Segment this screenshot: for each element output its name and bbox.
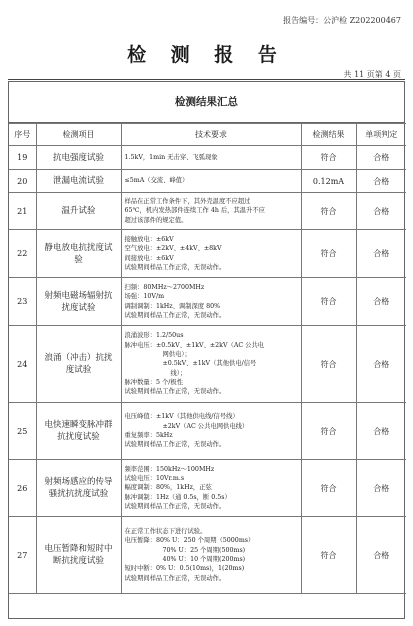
requirement-line: 试验期间样品工作正常，无误动作。 <box>124 311 226 319</box>
requirement-line: 浪涌波形：1.2/50us <box>124 332 184 340</box>
table-row <box>9 146 406 170</box>
requirement-line: 样品在正常工作条件下，其外壳温度不应超过 <box>124 198 251 206</box>
row-requirement <box>121 146 301 170</box>
requirement-line: 试验期间样品工作正常，无误动作。 <box>124 502 226 510</box>
row-verdict: 合格 <box>356 278 406 326</box>
requirement-line: 间接放电：±6kV <box>124 254 174 262</box>
requirement-line: 脉冲数量：5 个/极性 <box>124 378 184 386</box>
row-no: 26 <box>9 460 36 517</box>
requirement-line: 试验期间样品工作正常，无误动作。 <box>124 574 226 582</box>
row-verdict: 合格 <box>356 170 406 193</box>
col-header-no: 序号 <box>9 124 36 146</box>
table-row <box>9 193 406 230</box>
row-result: 符合 <box>301 146 356 170</box>
row-result: 符合 <box>301 403 356 460</box>
table-row <box>9 278 406 326</box>
requirement-line: ±0.5kV、±1kV（其他供电/信号 <box>162 360 257 368</box>
document-title: 检 测 报 告 <box>127 44 286 66</box>
row-requirement <box>121 403 301 460</box>
report-number: 报告编号：公沪检 Z202200467 <box>283 16 401 25</box>
table-row <box>9 460 406 517</box>
requirement-line: 70% U：25 个周期(500ms) <box>162 546 246 554</box>
row-requirement <box>121 193 301 230</box>
row-result: 符合 <box>301 326 356 403</box>
requirement-line: 幅度调制：80%，1kHz，正弦 <box>124 484 212 492</box>
requirement-line: 在正常工作状态下进行试验。 <box>124 528 207 536</box>
results-table <box>9 123 406 594</box>
requirement-line: 场强：10V/m <box>124 293 165 301</box>
requirement-line: 电压峰值：±1kV（其他供电线/信号线） <box>124 413 239 421</box>
requirement-line: 试验期间样品工作正常，无误动作。 <box>124 388 226 396</box>
table-row <box>9 403 406 460</box>
row-requirement <box>121 230 301 278</box>
header-divider <box>8 79 405 80</box>
requirement-line: 试验电压：10Vr.m.s <box>124 475 185 483</box>
row-item: 射频场感应的传导骚扰抗扰度试验 <box>36 460 121 517</box>
requirement-line: ±2kV（AC 公共电网供电线） <box>162 422 249 430</box>
requirement-line: 网供电）； <box>162 351 191 359</box>
results-sheet <box>8 81 405 619</box>
requirement-line: 频率范围：150kHz～100MHz <box>124 465 215 473</box>
summary-title: 检测结果汇总 <box>9 82 404 123</box>
row-verdict: 合格 <box>356 403 406 460</box>
row-item: 电压暂降和短时中断抗扰度试验 <box>36 517 121 594</box>
requirement-line: 试验期间样品工作正常，无误动作。 <box>124 441 226 449</box>
row-no: 20 <box>9 170 36 193</box>
requirement-line: ≤5mA（交流、峰值） <box>124 177 189 185</box>
col-header-item: 检测项目 <box>36 124 121 146</box>
row-result: 符合 <box>301 460 356 517</box>
row-item: 静电放电抗扰度试验 <box>36 230 121 278</box>
row-requirement <box>121 517 301 594</box>
row-verdict: 合格 <box>356 326 406 403</box>
row-no: 22 <box>9 230 36 278</box>
requirement-line: 扫频：80MHz～2700MHz <box>124 283 205 291</box>
row-item: 射频电磁场辐射抗扰度试验 <box>36 278 121 326</box>
row-requirement <box>121 326 301 403</box>
requirement-line: 脉冲调制：1Hz（通 0.5s，断 0.5s） <box>124 493 231 501</box>
requirement-line: 1.5kV，1min 无击穿、飞弧现象 <box>124 153 218 161</box>
row-no: 27 <box>9 517 36 594</box>
table-row <box>9 230 406 278</box>
table-header-row <box>9 124 406 146</box>
row-no: 21 <box>9 193 36 230</box>
requirement-line: 重复频率：5kHz <box>124 432 173 439</box>
requirement-line: 40% U：10 个周期(200ms) <box>162 556 246 563</box>
row-result: 0.12mA <box>301 170 356 193</box>
row-requirement <box>121 460 301 517</box>
requirement-line: 调制调制：1kHz、调制深度 80% <box>124 302 221 310</box>
table-row <box>9 326 406 403</box>
row-no: 24 <box>9 326 36 403</box>
row-verdict: 合格 <box>356 517 406 594</box>
page-number: 共 11 页第 4 页 <box>343 70 401 79</box>
row-result: 符合 <box>301 278 356 326</box>
row-result: 符合 <box>301 193 356 230</box>
row-result: 符合 <box>301 230 356 278</box>
requirement-line: 65℃，机内发热部件连续工作 4h 后，其温升不应 <box>124 207 265 215</box>
row-verdict: 合格 <box>356 193 406 230</box>
requirement-line: 线）； <box>170 369 187 377</box>
row-result: 符合 <box>301 517 356 594</box>
row-verdict: 合格 <box>356 230 406 278</box>
requirement-line: 脉冲电压：±0.5kV、±1kV、±2kV（AC 公共电 <box>124 341 265 349</box>
row-item: 泄漏电流试验 <box>36 170 121 193</box>
row-item: 抗电强度试验 <box>36 146 121 170</box>
row-no: 23 <box>9 278 36 326</box>
row-no: 19 <box>9 146 36 170</box>
col-header-requirement: 技术要求 <box>121 124 301 146</box>
row-item: 温升试验 <box>36 193 121 230</box>
requirement-line: 试验期间样品工作正常，无误动作。 <box>124 263 226 271</box>
requirement-line: 接触放电：±6kV <box>124 235 174 243</box>
table-row <box>9 170 406 193</box>
row-item: 浪涌（冲击）抗扰度试验 <box>36 326 121 403</box>
table-row <box>9 517 406 594</box>
requirement-line: 超过该部件的规定值。 <box>124 216 188 224</box>
requirement-line: 空气放电：±2kV、±4kV、±8kV <box>124 245 222 253</box>
requirement-line: 电压暂降：80% U：250 个周期（5000ms） <box>124 537 255 545</box>
row-verdict: 合格 <box>356 146 406 170</box>
row-requirement <box>121 170 301 193</box>
col-header-result: 检测结果 <box>301 124 356 146</box>
col-header-verdict: 单项判定 <box>356 124 406 146</box>
row-verdict: 合格 <box>356 460 406 517</box>
requirement-line: 短时中断：0% U：0.5(10ms)，1(20ms) <box>124 565 245 573</box>
row-item: 电快速瞬变脉冲群抗扰度试验 <box>36 403 121 460</box>
row-no: 25 <box>9 403 36 460</box>
row-requirement <box>121 278 301 326</box>
